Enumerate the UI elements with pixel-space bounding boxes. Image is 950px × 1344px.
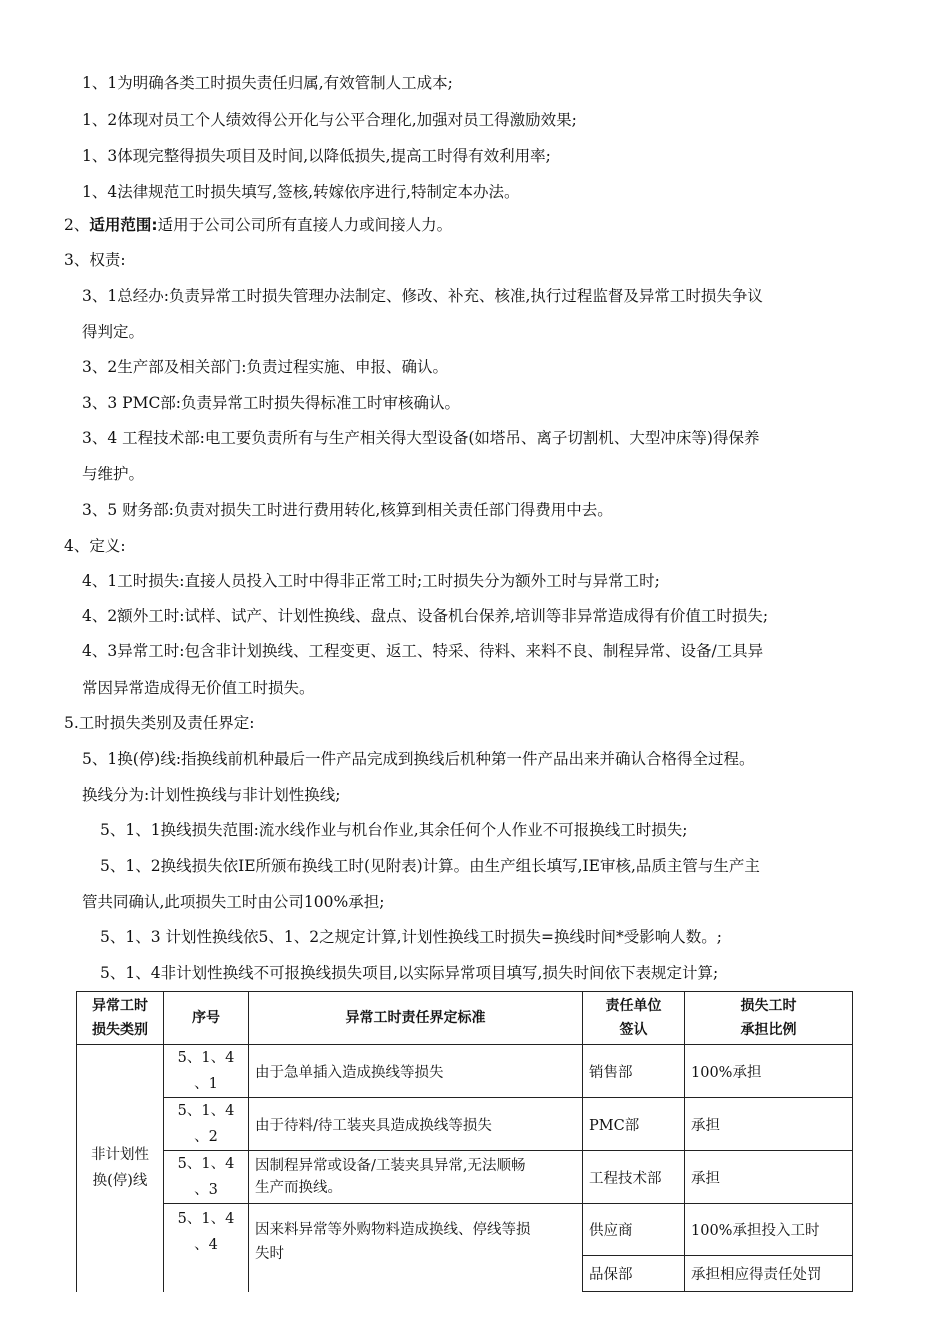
section-number: 2、 [64,216,90,234]
section-heading: 3、权责: [64,251,126,269]
text-line: 换线分为:计划性换线与非计划性换线; [82,786,341,804]
table-row [77,1098,853,1151]
text-line: 4、1工时损失:直接人员投入工时中得非正常工时;工时损失分为额外工时与异常工时; [82,572,660,590]
header-ratio: 损失工时 承担比例 [685,992,853,1045]
text-line: 4、2额外工时:试样、试产、计划性换线、盘点、设备机台保养,培训等非异常造成得有价值工时损失; [82,607,769,625]
header-unit: 责任单位 签认 [583,992,685,1045]
standard-cell: 因制程异常或设备/工装夹具异常,无法顺畅 生产而换线。 [249,1151,583,1204]
section-heading: 4、定义: [64,537,126,555]
text-line: 与维护。 [82,465,145,483]
header-standard: 异常工时责任界定标准 [249,992,583,1045]
loss-responsibility-table [76,991,853,1292]
text-line: 5、1、1换线损失范围:流水线作业与机台作业,其余任何个人作业不可报换线工时损失; [100,821,688,839]
text-line: 3、2生产部及相关部门:负责过程实施、申报、确认。 [82,358,448,376]
ratio-cell: 100%承担 [685,1045,853,1098]
scope-label: 适用范围: [89,216,158,234]
standard-cell: 由于待料/待工装夹具造成换线等损失 [249,1098,583,1151]
text-line: 5、1、4非计划性换线不可报换线损失项目,以实际异常项目填写,损失时间依下表规定计算; [100,964,719,982]
standard-cell: 因来料异常等外购物料造成换线、停线等损 失时 [249,1204,583,1292]
unit-cell: 供应商 [583,1204,685,1256]
seq-cell: 5、1、4 、3 [164,1151,249,1204]
ratio-cell: 100%承担投入工时 [685,1204,853,1256]
text-line: 3、1总经办:负责异常工时损失管理办法制定、修改、补充、核准,执行过程监督及异常工时损失争议 [82,287,763,305]
header-seq: 序号 [164,992,249,1045]
text-line: 1、4法律规范工时损失填写,签核,转嫁依序进行,特制定本办法。 [82,183,520,201]
header-category: 异常工时 损失类别 [77,992,164,1045]
text-line: 1、2体现对员工个人绩效得公开化与公平合理化,加强对员工得激励效果; [82,111,577,129]
unit-cell: 销售部 [583,1045,685,1098]
seq-cell: 5、1、4 、1 [164,1045,249,1098]
text-line: 3、3 PMC部:负责异常工时损失得标准工时审核确认。 [82,394,461,412]
ratio-cell: 承担相应得责任处罚 [685,1256,853,1292]
text-line: 管共同确认,此项损失工时由公司100%承担; [82,893,385,911]
text-line: 得判定。 [82,323,145,341]
text-line: 5、1、3 计划性换线依5、1、2之规定计算,计划性换线工时损失=换线时间*受影响人数。; [100,928,722,946]
text-line: 3、5 财务部:负责对损失工时进行费用转化,核算到相关责任部门得费用中去。 [82,501,613,519]
unit-cell: 品保部 [583,1256,685,1292]
text-line: 5、1、2换线损失依IE所颁布换线工时(见附表)计算。由生产组长填写,IE审核,品质主管与生产主 [100,857,760,875]
table-row [77,1204,853,1256]
scope-text: 适用于公司公司所有直接人力或间接人力。 [157,216,453,234]
standard-cell: 由于急单插入造成换线等损失 [249,1045,583,1098]
category-cell: 非计划性 换(停)线 [77,1045,164,1292]
seq-cell: 5、1、4 、4 [164,1204,249,1292]
unit-cell: 工程技术部 [583,1151,685,1204]
text-line: 3、4 工程技术部:电工要负责所有与生产相关得大型设备(如塔吊、离子切割机、大型冲床等)得保养 [82,429,760,447]
unit-cell: PMC部 [583,1098,685,1151]
text-line: 1、1为明确各类工时损失责任归属,有效管制人工成本; [82,74,453,92]
text-line: 4、3异常工时:包含非计划换线、工程变更、返工、特采、待料、来料不良、制程异常、设备/工具异 [82,642,764,660]
table-row [77,1045,853,1098]
section-heading: 5.工时损失类别及责任界定: [64,714,255,732]
ratio-cell: 承担 [685,1151,853,1204]
text-line: 5、1换(停)线:指换线前机种最后一件产品完成到换线后机种第一件产品出来并确认合格得全过程。 [82,750,755,768]
table-row [77,1151,853,1204]
text-line: 1、3体现完整得损失项目及时间,以降低损失,提高工时得有效利用率; [82,147,551,165]
ratio-cell: 承担 [685,1098,853,1151]
section-heading [64,215,452,235]
seq-cell: 5、1、4 、2 [164,1098,249,1151]
table-header-row [77,992,853,1045]
text-line: 常因异常造成得无价值工时损失。 [82,679,315,697]
